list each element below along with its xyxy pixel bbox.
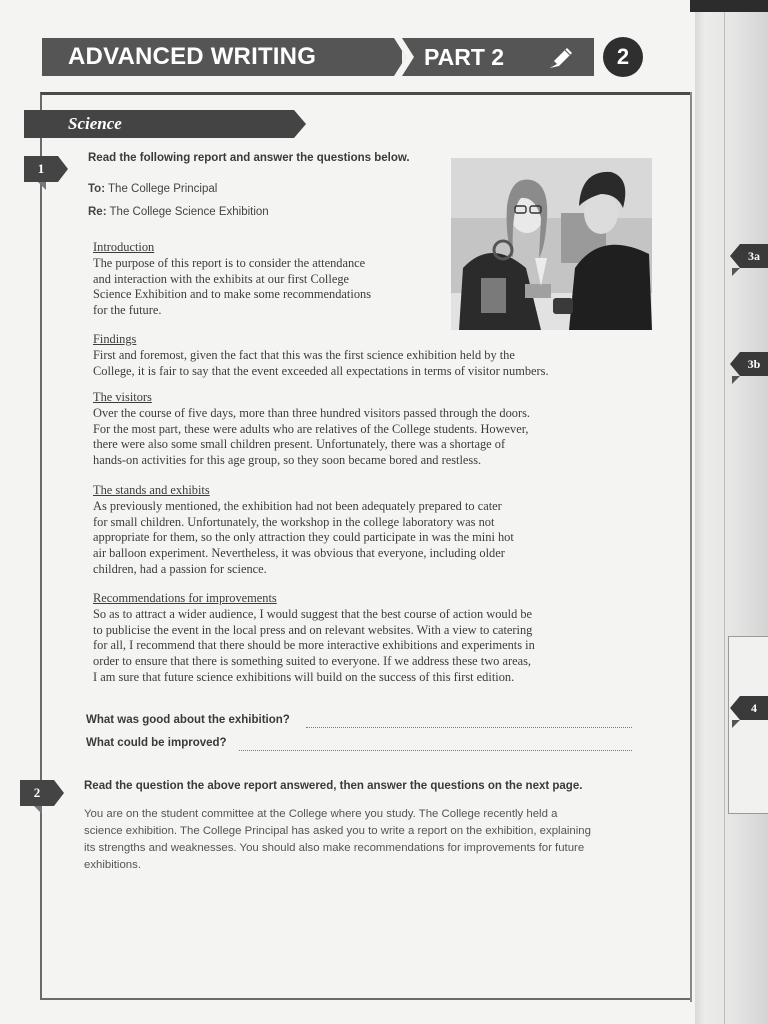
report-heading-recommendations: Recommendations for improvements xyxy=(93,591,277,605)
section-title: Science xyxy=(68,114,122,133)
unit-number-badge: 2 xyxy=(603,37,643,77)
memo-to-label: To: xyxy=(88,183,106,195)
memo-to xyxy=(88,183,217,195)
report-text-line: First and foremost, given the fact that this was the first science exhibition held by the xyxy=(93,347,515,362)
task-prompt xyxy=(84,806,634,874)
task-text-line: exhibitions. xyxy=(84,859,141,871)
report-findings xyxy=(93,332,643,379)
report-text-line: Science Exhibition and to make some recommendations xyxy=(93,287,372,302)
question-2-flag xyxy=(20,780,68,816)
side-tab-4 xyxy=(726,696,768,720)
report-text-line: and interaction with the exhibits at our first College xyxy=(93,271,350,286)
question-1-instruction: Read the following report and answer the questions below. xyxy=(88,152,410,164)
report-text-line: there were also some small children present. Unfortunately, there was a shortage of xyxy=(93,437,506,452)
side-tab-3b xyxy=(726,352,768,376)
pen-icon xyxy=(546,44,576,72)
report-text-line: I am sure that future science exhibitions will build on the success of this first edition. xyxy=(93,669,515,684)
question-improve-label: What could be improved? xyxy=(86,737,227,749)
panel-right-border xyxy=(690,92,692,1002)
header-part-label: PART 2 xyxy=(424,44,505,70)
header-title: ADVANCED WRITING xyxy=(68,43,317,70)
next-page-edge xyxy=(695,0,768,1024)
report-text-line: to publicise the event in the local press and on relevant websites. With a view to catering xyxy=(93,622,533,637)
report-text-line: So as to attract a wider audience, I would suggest that the best course of action would be xyxy=(93,606,533,621)
report-text-line: hands-on activities for this age group, so they soon became bored and restless. xyxy=(93,453,482,468)
answer-line-improve[interactable] xyxy=(239,750,632,751)
report-text-line: As previously mentioned, the exhibition had not been adequately prepared to cater xyxy=(93,498,502,513)
question-2-number: 2 xyxy=(33,785,41,800)
side-tab-3b-label: 3b xyxy=(747,357,761,371)
report-recommendations xyxy=(93,591,643,686)
question-good-label: What was good about the exhibition? xyxy=(86,714,290,726)
report-heading-visitors: The visitors xyxy=(93,390,152,404)
report-heading-introduction: Introduction xyxy=(93,240,155,254)
side-tab-3a-label: 3a xyxy=(748,249,760,263)
exhibition-photo xyxy=(451,158,652,330)
side-tab-3a xyxy=(726,244,768,268)
report-text-line: children, had a passion for science. xyxy=(93,561,267,576)
question-1-flag xyxy=(24,156,72,192)
report-text-line: for all, I recommend that there should be more interactive exhibitions and experiments in xyxy=(93,638,535,653)
section-tab xyxy=(24,110,306,138)
side-tab-4-label: 4 xyxy=(751,701,757,715)
report-text-line: For the most part, these were adults who are relatives of the College students. However, xyxy=(93,421,529,436)
report-visitors xyxy=(93,390,643,469)
memo-re-label: Re: xyxy=(88,206,107,218)
answer-line-good[interactable] xyxy=(306,727,632,728)
report-stands-exhibits xyxy=(93,483,643,578)
report-text-line: order to ensure that there is something suited to everyone. If we address these two areas, xyxy=(93,654,532,669)
page-corner-shadow xyxy=(690,0,768,12)
task-text-line: You are on the student committee at the College where you study. The College recently held a xyxy=(84,808,558,820)
report-text-line: The purpose of this report is to consider the attendance xyxy=(93,255,366,270)
memo-re xyxy=(88,206,269,218)
question-1-number: 1 xyxy=(37,161,45,176)
report-heading-findings: Findings xyxy=(93,332,137,346)
task-text-line: its strengths and weaknesses. You should also make recommendations for improvements for future xyxy=(84,842,585,854)
page-fold-line xyxy=(724,0,725,1024)
task-text-line: science exhibition. The College Principal has asked you to write a report on the exhibition, explaining xyxy=(84,825,591,837)
report-text-line: for small children. Unfortunately, the workshop in the college laboratory was not xyxy=(93,514,495,529)
report-text-line: appropriate for them, so the only attraction they could participate in was the mini hot xyxy=(93,530,514,545)
report-text-line: Over the course of five days, more than three hundred visitors passed through the doors. xyxy=(93,405,530,420)
report-introduction xyxy=(93,240,433,319)
memo-to-value: The College Principal xyxy=(108,183,218,195)
report-text-line: College, it is fair to say that the event exceeded all expectations in terms of visitor numbers. xyxy=(93,363,549,378)
report-text-line: air balloon experiment. Nevertheless, it was obvious that everyone, including older xyxy=(93,546,505,561)
question-2-instruction: Read the question the above report answered, then answer the questions on the next page. xyxy=(84,780,583,792)
memo-re-value: The College Science Exhibition xyxy=(109,206,269,218)
report-heading-stands: The stands and exhibits xyxy=(93,483,210,497)
report-text-line: for the future. xyxy=(93,303,162,318)
